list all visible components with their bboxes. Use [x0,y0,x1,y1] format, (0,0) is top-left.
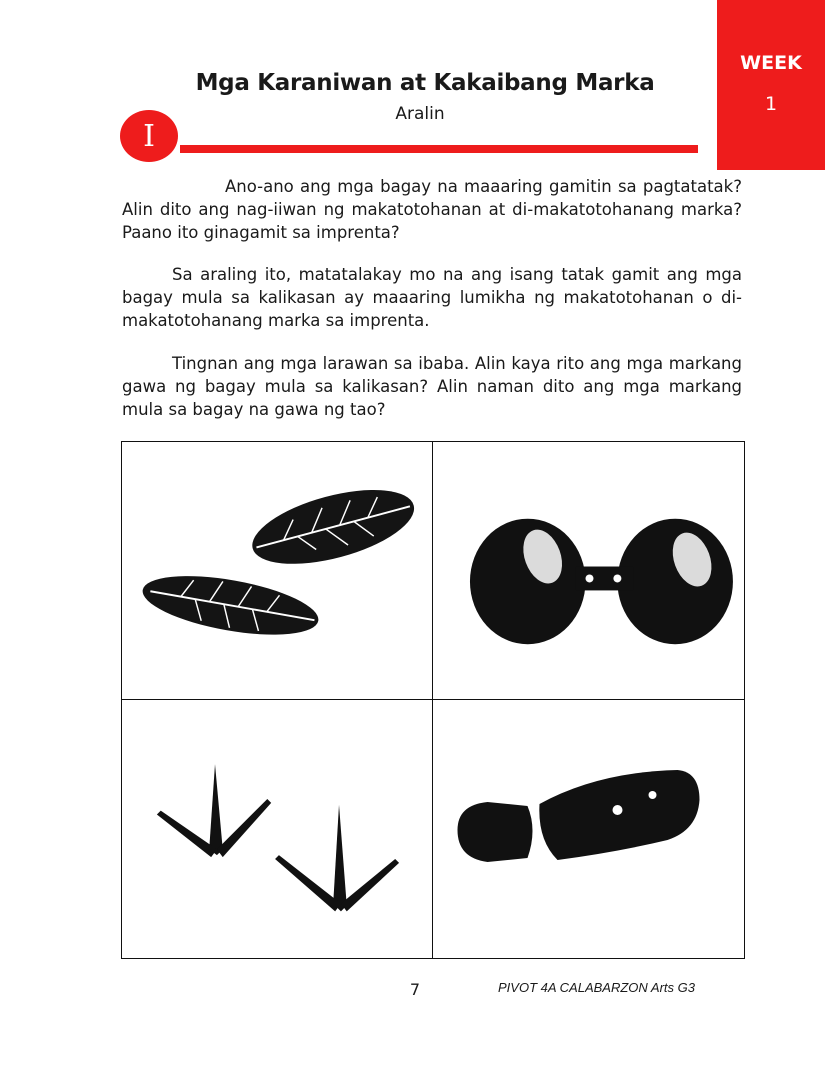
footer-source: PIVOT 4A CALABARZON Arts G3 [498,980,695,995]
week-number: 1 [764,93,778,115]
page-title: Mga Karaniwan at Kakaibang Marka [195,70,655,96]
shoe-print-icon [433,700,744,958]
image-grid [121,441,745,959]
leaf-print-icon [122,442,432,699]
bird-footprints-image [122,700,433,958]
paragraph-lesson: Sa araling ito, matatalakay mo na ang isang tatak gamit ang mga bagay mula sa kalikasan ay maaaring lumikha ng makatotohanan o di-makatotohanang marka sa imprenta. [122,265,742,330]
week-label: WEEK [740,52,802,74]
binocular-prints-image [433,442,744,700]
binocular-print-icon [433,442,744,699]
paragraph-intro: Ano-ano ang mga bagay na maaaring gamitin sa pagtatatak? Alin dito ang nag-iiwan ng makatotohanan at di-makatotohanang marka? Paano ito ginagamit sa imprenta? [122,177,742,242]
leaf-prints-image [122,442,433,700]
page-number: 7 [409,980,421,999]
section-badge: I [120,110,178,162]
shoe-prints-image [433,700,744,958]
bird-footprint-icon [122,700,432,958]
paragraph-instruction: Tingnan ang mga larawan sa ibaba. Alin kaya rito ang mga markang gawa ng bagay mula sa kalikasan? Alin naman dito ang mga markang mula sa bagay na gawa ng tao? [122,354,742,419]
title-divider [180,145,698,153]
page-subtitle: Aralin [395,104,445,124]
week-badge [717,0,825,170]
